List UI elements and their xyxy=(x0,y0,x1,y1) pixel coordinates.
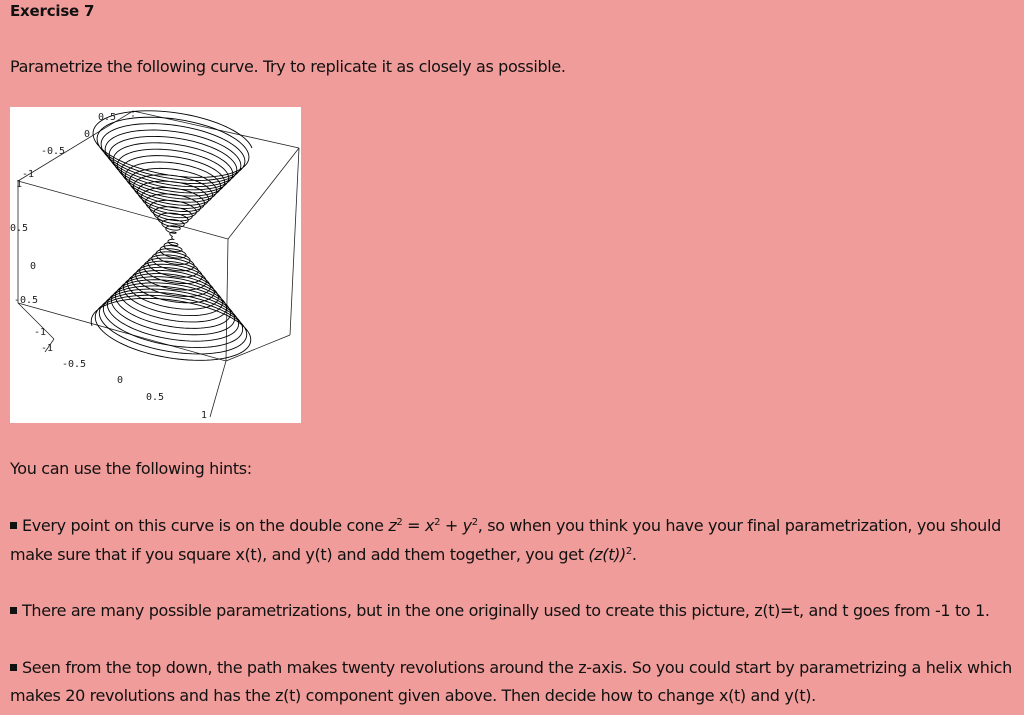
exponent: 2 xyxy=(434,517,441,528)
bullet-icon xyxy=(10,607,17,614)
math-y: y xyxy=(462,516,472,535)
bullet-icon xyxy=(10,664,17,671)
hint-text: , so when you think you have your final parametrization, you should xyxy=(477,516,1001,535)
hint-3-line-1 xyxy=(10,658,1012,677)
tick-label: -1 xyxy=(22,169,35,180)
bullet-icon xyxy=(10,522,17,529)
hints-intro: You can use the following hints: xyxy=(10,459,252,478)
hint-text: . xyxy=(631,545,637,564)
math-x: x xyxy=(424,516,435,535)
exercise-title: Exercise 7 xyxy=(10,2,95,20)
tick-label: 0 xyxy=(30,261,37,272)
tick-label: 0 xyxy=(117,375,124,386)
tick-label: -0.5 xyxy=(14,295,39,306)
math-eq: = xyxy=(402,516,425,535)
math-plus: + xyxy=(440,516,463,535)
helix-path xyxy=(91,111,252,361)
hint-text: There are many possible parametrizations, but in the one originally used to create this picture, z(t)=t, and t goes from -1 to 1. xyxy=(22,601,990,620)
hint-text: make sure that if you square x(t), and y(t) and add them together, you get xyxy=(10,545,589,564)
hint-1-line-2 xyxy=(10,545,637,564)
hint-3-line-2: makes 20 revolutions and has the z(t) component given above. Then decide how to change x(t) and y(t). xyxy=(10,686,816,705)
math-z: z xyxy=(388,516,397,535)
box-edge xyxy=(290,148,299,335)
tick-label: 0.5 xyxy=(146,392,165,403)
tick-label: 0 xyxy=(84,129,91,140)
tick-label: -1 xyxy=(34,327,47,338)
math-zt: (z(t)) xyxy=(588,545,626,564)
double-cone-figure xyxy=(10,107,301,423)
tick-label: 1 xyxy=(16,179,23,190)
helix-curve xyxy=(91,111,252,361)
box-edge xyxy=(226,239,228,361)
hint-1-line-1 xyxy=(10,516,1001,535)
instruction-text: Parametrize the following curve. Try to replicate it as closely as possible. xyxy=(10,57,566,76)
double-cone-plot xyxy=(10,107,301,423)
hint-text: Seen from the top down, the path makes twenty revolutions around the z-axis. So you could start by parametrizing a helix which xyxy=(22,658,1012,677)
box-edge xyxy=(210,361,226,417)
hint-text: Every point on this curve is on the double cone xyxy=(22,516,389,535)
tick-label: -1 xyxy=(41,343,54,354)
tick-label: -0.5 xyxy=(62,359,87,370)
tick-label: 0.5 xyxy=(10,223,29,234)
tick-label: -0.5 xyxy=(41,146,66,157)
hint-2 xyxy=(10,601,990,620)
box-edge xyxy=(228,148,299,239)
tick-label: 0.5 xyxy=(98,112,117,123)
exponent: 2 xyxy=(471,517,478,528)
exponent: 2 xyxy=(396,517,403,528)
exponent: 2 xyxy=(625,546,632,557)
tick-label: 1 xyxy=(201,410,208,421)
